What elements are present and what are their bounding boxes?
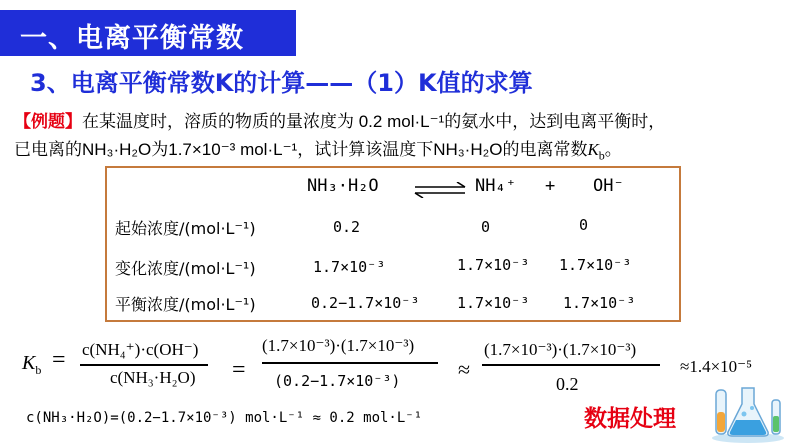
row-equilibrium-label: 平衡浓度/(mol·L⁻¹) xyxy=(115,295,256,314)
kb-subscript: b xyxy=(598,148,605,163)
row-initial-c2: 0 xyxy=(481,218,491,236)
example-line2: 已电离的NH₃·H₂O为1.7×10⁻³ mol·L⁻¹，试计算该温度下NH₃·H₂O的电离常数 xyxy=(14,140,588,159)
lab-flask-icon xyxy=(708,380,788,444)
ammonia-approximation: c(NH₃·H₂O)=(0.2−1.7×10⁻³) mol·L⁻¹ ≈ 0.2 mol·L⁻¹ xyxy=(26,410,423,426)
formula-def-numerator: c(NH₄⁺)·c(OH⁻) xyxy=(82,340,199,359)
equilibrium-arrow-icon xyxy=(413,182,467,198)
formula-fraction-bar-2 xyxy=(262,362,438,364)
example-line1: 在某温度时，溶质的物质的量浓度为 0.2 mol·L⁻¹的氨水中，达到电离平衡时， xyxy=(82,112,666,131)
formula-def-fraction-bar xyxy=(80,364,208,366)
example-tag: 【例题】 xyxy=(14,112,82,131)
row-initial-c1: 0.2 xyxy=(333,218,361,236)
row-initial-c3: 0 xyxy=(579,216,589,234)
row-change-c1: 1.7×10⁻³ xyxy=(313,258,386,276)
formula-numerator-2: (1.7×10⁻³)·(1.7×10⁻³) xyxy=(262,336,415,355)
formula-def-denominator: c(NH₃·H₂O) xyxy=(110,368,196,387)
kb-symbol: K xyxy=(587,140,599,159)
eq-product-oh: OH⁻ xyxy=(593,176,624,196)
row-equilibrium-c2: 1.7×10⁻³ xyxy=(457,294,530,312)
subtitle: 3、电离平衡常数K的计算——（1）K值的求算 xyxy=(30,69,533,97)
example-end: 。 xyxy=(604,140,622,159)
formula-equals-2: = xyxy=(232,357,246,383)
formula-kb: $K_b$ xyxy=(22,352,42,377)
row-change-c3: 1.7×10⁻³ xyxy=(559,256,632,274)
eq-reactant: NH₃·H₂O xyxy=(307,176,379,196)
formula-numerator-3: (1.7×10⁻³)·(1.7×10⁻³) xyxy=(484,340,637,359)
row-equilibrium-c1: 0.2−1.7×10⁻³ xyxy=(311,294,420,312)
section-title: 一、电离平衡常数 xyxy=(20,23,244,54)
formula-fraction-bar-3 xyxy=(482,364,660,366)
row-change-label: 变化浓度/(mol·L⁻¹) xyxy=(115,259,256,278)
formula-result: ≈1.4×10⁻⁵ xyxy=(680,357,753,376)
row-equilibrium-c3: 1.7×10⁻³ xyxy=(563,294,636,312)
eq-product-nh4: NH₄⁺ xyxy=(475,176,516,196)
row-change-c2: 1.7×10⁻³ xyxy=(457,256,530,274)
formula-approx: ≈ xyxy=(458,357,471,382)
eq-plus: + xyxy=(545,176,556,196)
concentration-table xyxy=(105,166,681,322)
row-initial-label: 起始浓度/(mol·L⁻¹) xyxy=(115,219,256,238)
formula-denominator-2: (0.2−1.7×10⁻³) xyxy=(274,372,401,390)
formula-equals: = xyxy=(52,347,66,373)
example-problem xyxy=(14,108,784,169)
section-header-bar xyxy=(0,10,296,56)
data-processing-label: 数据处理 xyxy=(584,406,676,432)
formula-denominator-3: 0.2 xyxy=(556,374,579,394)
